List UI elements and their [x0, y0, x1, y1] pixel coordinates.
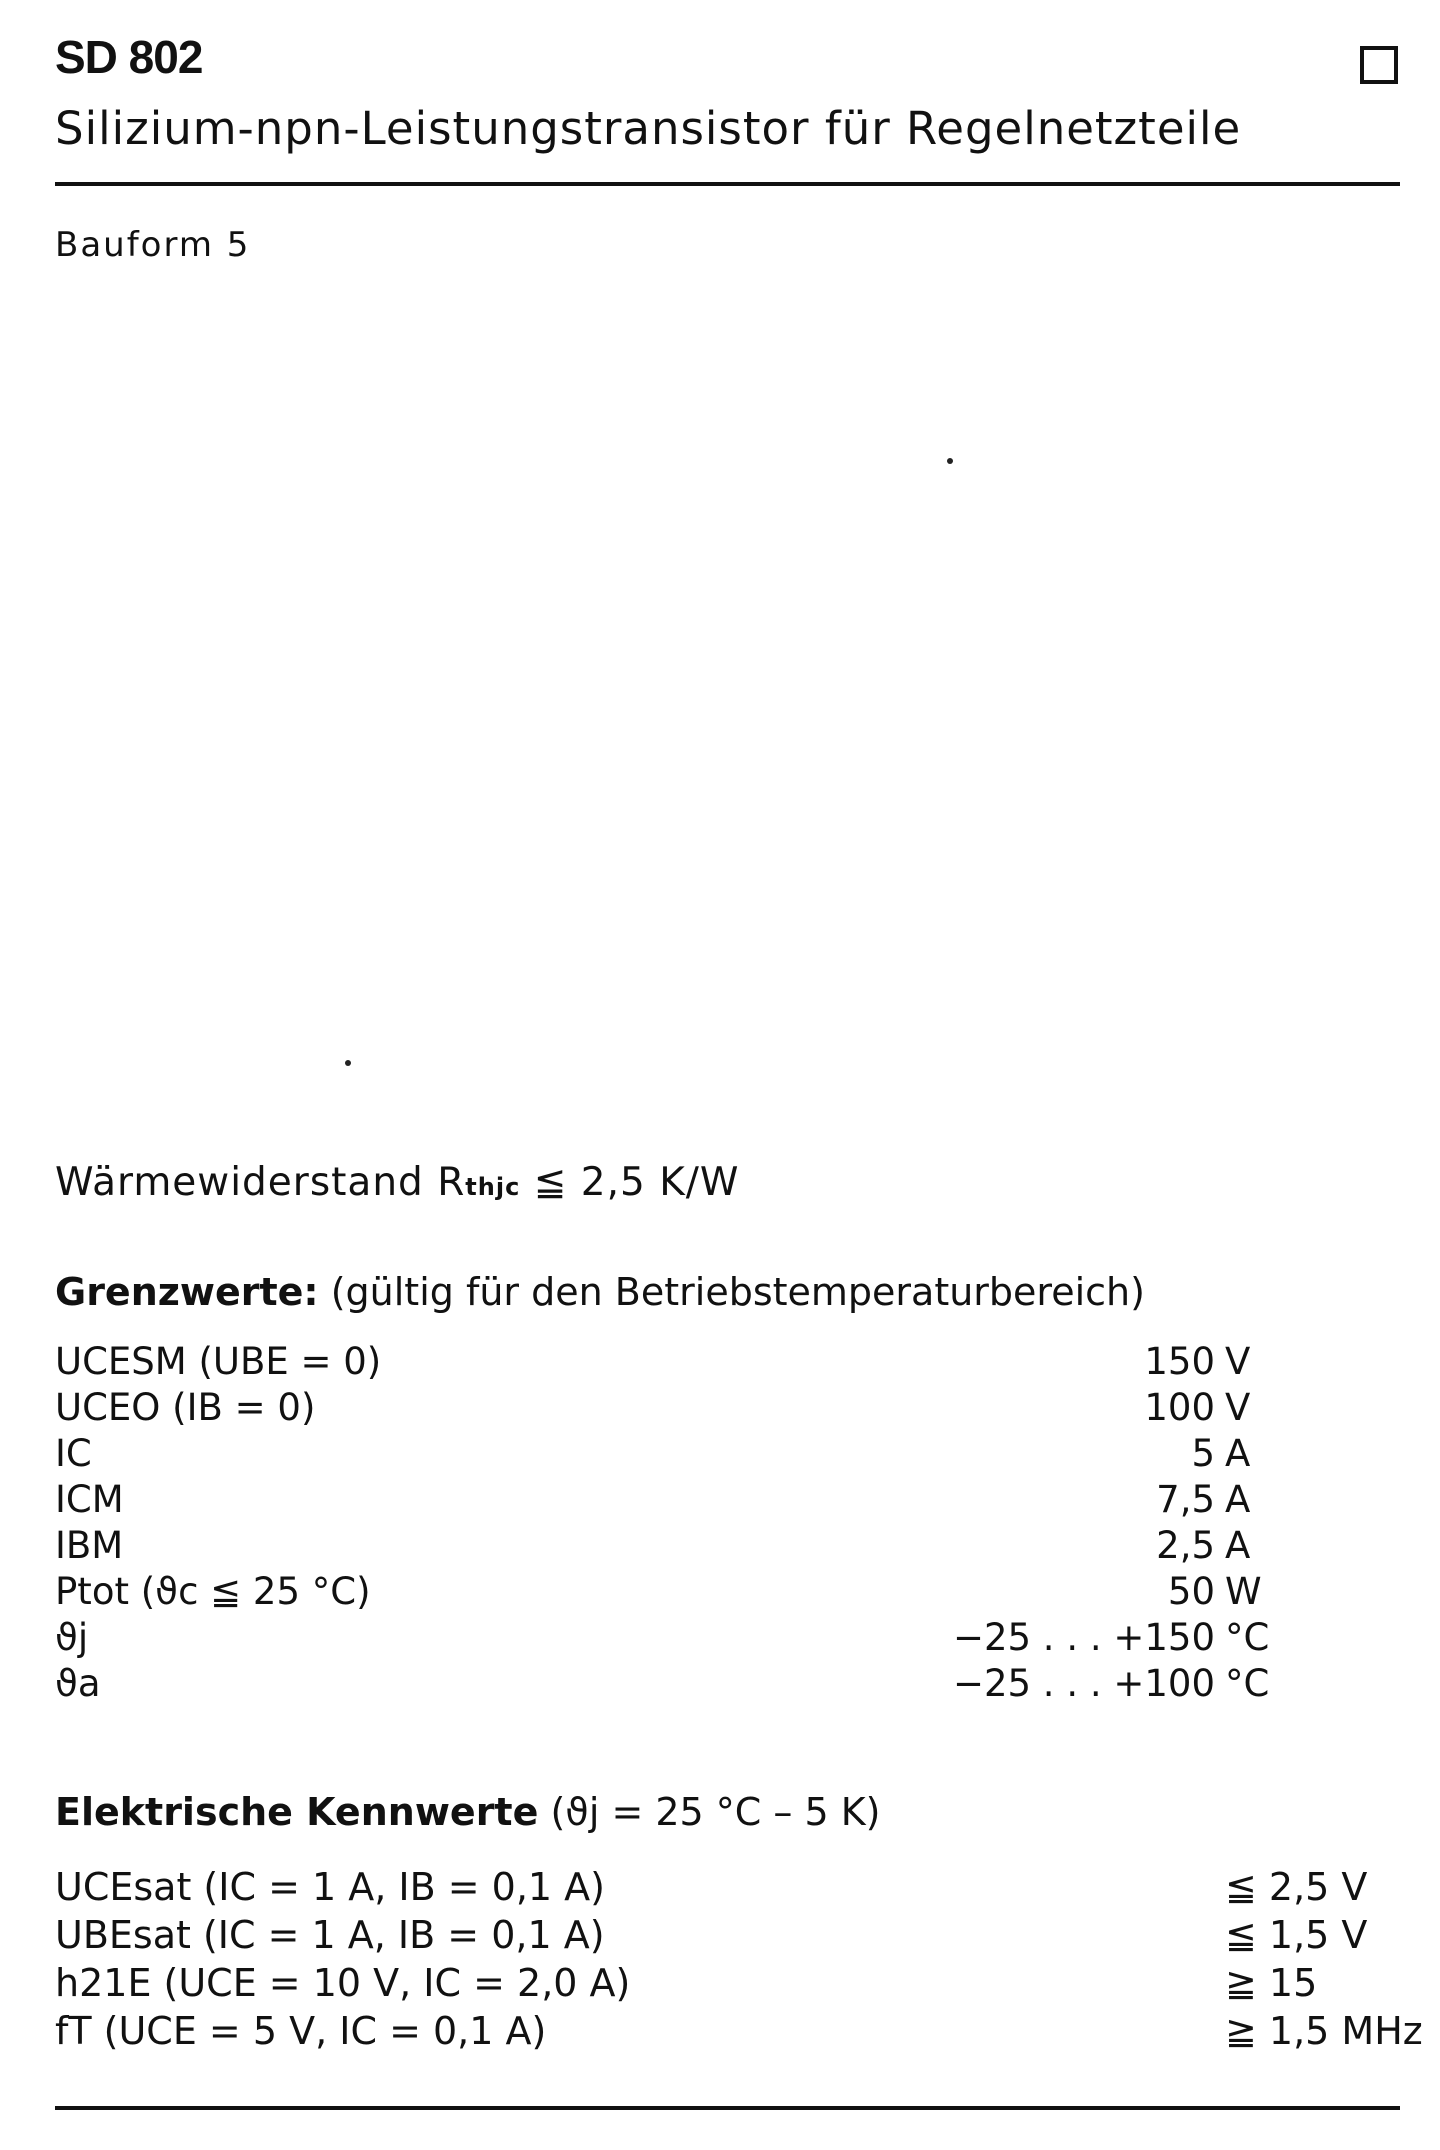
characteristics-note: (ϑj = 25 °C – 5 K)	[550, 1790, 881, 1834]
table-row	[55, 1662, 1355, 1708]
top-rule	[55, 182, 1400, 186]
thermal-subscript: thjc	[465, 1173, 521, 1201]
param-value: 150	[1144, 1340, 1215, 1383]
thermal-label: Wärmewiderstand R	[55, 1160, 466, 1205]
subtitle: Silizium-npn-Leistungstransistor für Regelnetzteile	[55, 102, 1242, 155]
param-unit: °C	[1225, 1662, 1270, 1705]
param-label: UCEsat (IC = 1 A, IB = 0,1 A)	[55, 1865, 605, 1909]
table-row	[55, 1616, 1355, 1662]
part-number: SD 802	[55, 31, 203, 83]
param-unit: V	[1225, 1386, 1251, 1429]
thermal-resistance	[55, 1160, 740, 1205]
param-value: −25 . . . +100	[952, 1662, 1215, 1705]
param-unit: A	[1225, 1432, 1251, 1475]
param-value: ≧ 1,5 MHz	[1225, 2009, 1423, 2053]
param-value: ≧ 15	[1225, 1961, 1318, 2005]
param-label: IBM	[55, 1524, 124, 1567]
param-unit: V	[1225, 1340, 1251, 1383]
param-label: ICM	[55, 1478, 124, 1521]
param-value: ≦ 2,5 V	[1225, 1865, 1368, 1909]
limits-title: Grenzwerte:	[55, 1270, 319, 1314]
checkbox[interactable]	[1360, 46, 1398, 84]
table-row	[55, 1524, 1355, 1570]
param-value: 2,5	[1156, 1524, 1215, 1567]
param-value: 5	[1191, 1432, 1215, 1475]
param-unit: A	[1225, 1524, 1251, 1567]
param-unit: A	[1225, 1478, 1251, 1521]
param-unit: °C	[1225, 1616, 1270, 1659]
table-row	[55, 1386, 1355, 1432]
param-label: fT (UCE = 5 V, IC = 0,1 A)	[55, 2009, 547, 2053]
param-value: 7,5	[1156, 1478, 1215, 1521]
param-value: 50	[1167, 1570, 1215, 1613]
speck	[947, 458, 953, 464]
param-label: h21E (UCE = 10 V, IC = 2,0 A)	[55, 1961, 631, 2005]
characteristics-heading	[55, 1790, 881, 1834]
param-label: UCEO (IB = 0)	[55, 1386, 316, 1429]
param-unit: W	[1225, 1570, 1262, 1613]
package-type: Bauform 5	[55, 225, 251, 265]
table-row	[55, 2009, 1423, 2055]
table-row	[55, 1865, 1368, 1911]
characteristics-title: Elektrische Kennwerte	[55, 1790, 539, 1834]
param-value: −25 . . . +150	[952, 1616, 1215, 1659]
param-label: Ptot (ϑc ≦ 25 °C)	[55, 1570, 371, 1613]
bottom-rule	[55, 2106, 1400, 2110]
table-row	[55, 1478, 1355, 1524]
param-label: UBEsat (IC = 1 A, IB = 0,1 A)	[55, 1913, 605, 1957]
table-row	[55, 1913, 1368, 1959]
table-row	[55, 1340, 1355, 1386]
param-label: ϑa	[55, 1662, 101, 1705]
table-row	[55, 1961, 1355, 2007]
table-row	[55, 1570, 1355, 1616]
speck	[345, 1060, 351, 1066]
param-label: IC	[55, 1432, 92, 1475]
thermal-value: ≦ 2,5 K/W	[533, 1160, 740, 1205]
param-label: UCESM (UBE = 0)	[55, 1340, 382, 1383]
table-row	[55, 1432, 1355, 1478]
param-label: ϑj	[55, 1616, 89, 1659]
param-value: 100	[1144, 1386, 1215, 1429]
limits-note: (gültig für den Betriebstemperaturbereich)	[330, 1270, 1145, 1314]
param-value: ≦ 1,5 V	[1225, 1913, 1368, 1957]
limits-heading	[55, 1270, 1145, 1314]
